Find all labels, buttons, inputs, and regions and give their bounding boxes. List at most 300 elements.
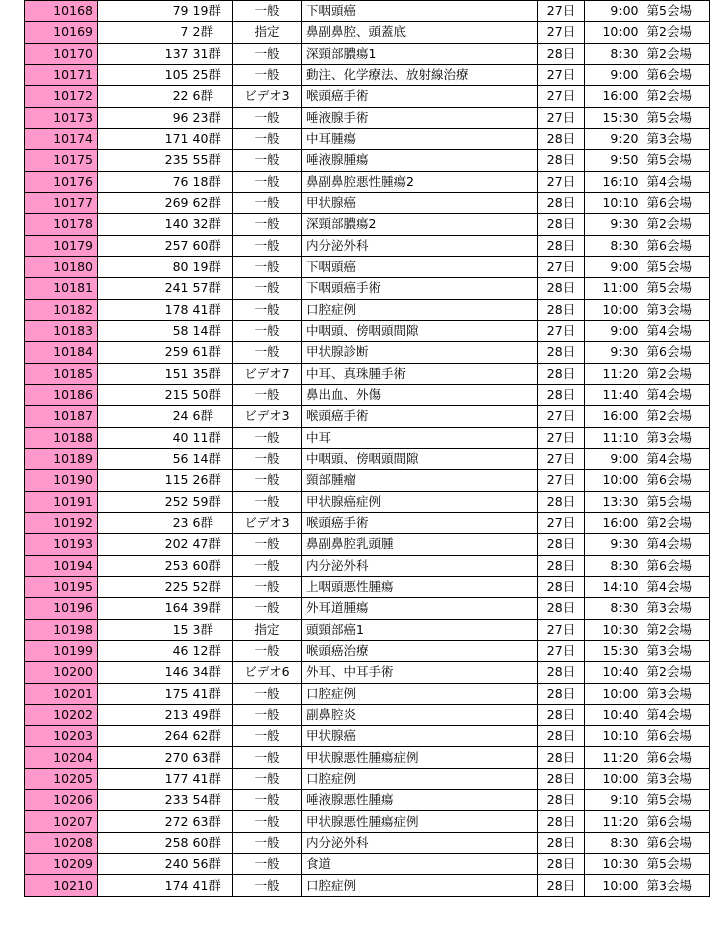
- entry-id-cell: 10199: [25, 640, 98, 661]
- table-row: [25, 576, 710, 597]
- session-type-cell: 一般: [233, 107, 302, 128]
- time-cell: 9:00: [585, 256, 643, 277]
- time-cell: 9:00: [585, 448, 643, 469]
- day-cell: 28日: [538, 747, 585, 768]
- entry-id-cell: 10176: [25, 171, 98, 192]
- session-type-cell: 一般: [233, 768, 302, 789]
- presentation-number-cell: 241: [98, 278, 191, 299]
- day-cell: 27日: [538, 256, 585, 277]
- room-cell: 第6会場: [643, 235, 710, 256]
- room-cell: 第3会場: [643, 875, 710, 896]
- group-cell: 41群: [191, 299, 233, 320]
- group-cell: 41群: [191, 768, 233, 789]
- group-cell: 35群: [191, 363, 233, 384]
- presentation-number-cell: 177: [98, 768, 191, 789]
- day-cell: 27日: [538, 427, 585, 448]
- presentation-number-cell: 264: [98, 726, 191, 747]
- session-type-cell: 一般: [233, 811, 302, 832]
- group-cell: 54群: [191, 790, 233, 811]
- session-title-cell: 中耳: [302, 427, 538, 448]
- session-type-cell: 一般: [233, 534, 302, 555]
- session-title-cell: 鼻出血、外傷: [302, 384, 538, 405]
- time-cell: 8:30: [585, 43, 643, 64]
- table-row: [25, 747, 710, 768]
- presentation-number-cell: 270: [98, 747, 191, 768]
- entry-id-cell: 10177: [25, 192, 98, 213]
- room-cell: 第2会場: [643, 363, 710, 384]
- room-cell: 第6会場: [643, 832, 710, 853]
- session-type-cell: 一般: [233, 576, 302, 597]
- group-cell: 49群: [191, 704, 233, 725]
- time-cell: 16:00: [585, 86, 643, 107]
- entry-id-cell: 10208: [25, 832, 98, 853]
- session-type-cell: 一般: [233, 64, 302, 85]
- room-cell: 第2会場: [643, 662, 710, 683]
- day-cell: 28日: [538, 811, 585, 832]
- presentation-number-cell: 269: [98, 192, 191, 213]
- session-type-cell: 一般: [233, 128, 302, 149]
- day-cell: 27日: [538, 619, 585, 640]
- group-cell: 11群: [191, 427, 233, 448]
- group-cell: 34群: [191, 662, 233, 683]
- time-cell: 9:30: [585, 534, 643, 555]
- session-title-cell: 喉頭癌治療: [302, 640, 538, 661]
- day-cell: 27日: [538, 86, 585, 107]
- day-cell: 28日: [538, 342, 585, 363]
- room-cell: 第5会場: [643, 790, 710, 811]
- session-title-cell: 下咽頭癌: [302, 256, 538, 277]
- day-cell: 27日: [538, 406, 585, 427]
- room-cell: 第6会場: [643, 192, 710, 213]
- time-cell: 9:30: [585, 214, 643, 235]
- table-row: [25, 235, 710, 256]
- presentation-number-cell: 202: [98, 534, 191, 555]
- entry-id-cell: 10202: [25, 704, 98, 725]
- entry-id-cell: 10209: [25, 854, 98, 875]
- group-cell: 52群: [191, 576, 233, 597]
- entry-id-cell: 10180: [25, 256, 98, 277]
- presentation-number-cell: 252: [98, 491, 191, 512]
- entry-id-cell: 10173: [25, 107, 98, 128]
- session-type-cell: 一般: [233, 1, 302, 22]
- entry-id-cell: 10171: [25, 64, 98, 85]
- group-cell: 6群: [191, 512, 233, 533]
- time-cell: 10:00: [585, 768, 643, 789]
- group-cell: 23群: [191, 107, 233, 128]
- table-row: [25, 555, 710, 576]
- session-type-cell: 一般: [233, 704, 302, 725]
- table-row: [25, 299, 710, 320]
- table-row: [25, 790, 710, 811]
- day-cell: 28日: [538, 555, 585, 576]
- time-cell: 14:10: [585, 576, 643, 597]
- session-title-cell: 甲状腺癌症例: [302, 491, 538, 512]
- group-cell: 14群: [191, 320, 233, 341]
- day-cell: 27日: [538, 22, 585, 43]
- day-cell: 28日: [538, 662, 585, 683]
- time-cell: 10:00: [585, 470, 643, 491]
- presentation-number-cell: 258: [98, 832, 191, 853]
- presentation-number-cell: 175: [98, 683, 191, 704]
- room-cell: 第3会場: [643, 299, 710, 320]
- session-type-cell: 一般: [233, 470, 302, 491]
- session-title-cell: 唾液腺腫瘍: [302, 150, 538, 171]
- table-row: [25, 811, 710, 832]
- group-cell: 56群: [191, 854, 233, 875]
- table-row: [25, 640, 710, 661]
- room-cell: 第4会場: [643, 576, 710, 597]
- time-cell: 9:50: [585, 150, 643, 171]
- day-cell: 28日: [538, 150, 585, 171]
- session-title-cell: 喉頭癌手術: [302, 406, 538, 427]
- session-title-cell: 鼻副鼻腔、頭蓋底: [302, 22, 538, 43]
- entry-id-cell: 10193: [25, 534, 98, 555]
- day-cell: 28日: [538, 128, 585, 149]
- day-cell: 28日: [538, 235, 585, 256]
- table-row: [25, 192, 710, 213]
- time-cell: 10:10: [585, 192, 643, 213]
- table-row: [25, 768, 710, 789]
- session-type-cell: 一般: [233, 171, 302, 192]
- session-title-cell: 下咽頭癌: [302, 1, 538, 22]
- session-title-cell: 副鼻腔炎: [302, 704, 538, 725]
- entry-id-cell: 10207: [25, 811, 98, 832]
- group-cell: 55群: [191, 150, 233, 171]
- table-row: [25, 150, 710, 171]
- session-type-cell: 一般: [233, 384, 302, 405]
- session-title-cell: 中耳腫瘍: [302, 128, 538, 149]
- session-title-cell: 動注、化学療法、放射線治療: [302, 64, 538, 85]
- presentation-number-cell: 76: [98, 171, 191, 192]
- presentation-number-cell: 272: [98, 811, 191, 832]
- group-cell: 6群: [191, 86, 233, 107]
- table-row: [25, 128, 710, 149]
- room-cell: 第5会場: [643, 150, 710, 171]
- entry-id-cell: 10181: [25, 278, 98, 299]
- group-cell: 26群: [191, 470, 233, 491]
- session-type-cell: 指定: [233, 619, 302, 640]
- table-row: [25, 726, 710, 747]
- presentation-number-cell: 79: [98, 1, 191, 22]
- presentation-number-cell: 253: [98, 555, 191, 576]
- session-title-cell: 深頸部膿瘍1: [302, 43, 538, 64]
- time-cell: 9:10: [585, 790, 643, 811]
- room-cell: 第2会場: [643, 512, 710, 533]
- group-cell: 41群: [191, 683, 233, 704]
- time-cell: 16:10: [585, 171, 643, 192]
- entry-id-cell: 10200: [25, 662, 98, 683]
- day-cell: 28日: [538, 832, 585, 853]
- time-cell: 10:00: [585, 22, 643, 43]
- presentation-number-cell: 171: [98, 128, 191, 149]
- day-cell: 27日: [538, 470, 585, 491]
- time-cell: 16:00: [585, 512, 643, 533]
- presentation-number-cell: 151: [98, 363, 191, 384]
- presentation-number-cell: 96: [98, 107, 191, 128]
- time-cell: 10:10: [585, 726, 643, 747]
- group-cell: 3群: [191, 619, 233, 640]
- table-row: [25, 875, 710, 896]
- entry-id-cell: 10169: [25, 22, 98, 43]
- table-row: [25, 64, 710, 85]
- session-type-cell: 一般: [233, 640, 302, 661]
- presentation-number-cell: 225: [98, 576, 191, 597]
- time-cell: 11:40: [585, 384, 643, 405]
- room-cell: 第5会場: [643, 1, 710, 22]
- presentation-number-cell: 22: [98, 86, 191, 107]
- schedule-rows: [25, 1, 710, 897]
- time-cell: 10:40: [585, 662, 643, 683]
- room-cell: 第6会場: [643, 726, 710, 747]
- session-title-cell: 喉頭癌手術: [302, 86, 538, 107]
- group-cell: 41群: [191, 875, 233, 896]
- session-type-cell: 一般: [233, 235, 302, 256]
- table-row: [25, 619, 710, 640]
- day-cell: 28日: [538, 875, 585, 896]
- day-cell: 28日: [538, 683, 585, 704]
- table-row: [25, 470, 710, 491]
- group-cell: 59群: [191, 491, 233, 512]
- time-cell: 15:30: [585, 107, 643, 128]
- time-cell: 11:00: [585, 278, 643, 299]
- time-cell: 11:20: [585, 811, 643, 832]
- entry-id-cell: 10185: [25, 363, 98, 384]
- time-cell: 11:20: [585, 747, 643, 768]
- time-cell: 8:30: [585, 832, 643, 853]
- time-cell: 10:30: [585, 619, 643, 640]
- presentation-number-cell: 213: [98, 704, 191, 725]
- entry-id-cell: 10190: [25, 470, 98, 491]
- day-cell: 27日: [538, 448, 585, 469]
- room-cell: 第3会場: [643, 640, 710, 661]
- session-type-cell: 一般: [233, 683, 302, 704]
- time-cell: 10:00: [585, 299, 643, 320]
- session-title-cell: 口腔症例: [302, 299, 538, 320]
- day-cell: 28日: [538, 214, 585, 235]
- presentation-number-cell: 7: [98, 22, 191, 43]
- entry-id-cell: 10206: [25, 790, 98, 811]
- time-cell: 16:00: [585, 406, 643, 427]
- day-cell: 28日: [538, 726, 585, 747]
- session-title-cell: 甲状腺悪性腫瘍症例: [302, 811, 538, 832]
- time-cell: 11:10: [585, 427, 643, 448]
- time-cell: 9:20: [585, 128, 643, 149]
- session-type-cell: 一般: [233, 278, 302, 299]
- presentation-number-cell: 164: [98, 598, 191, 619]
- table-row: [25, 342, 710, 363]
- session-type-cell: 一般: [233, 854, 302, 875]
- group-cell: 12群: [191, 640, 233, 661]
- room-cell: 第2会場: [643, 214, 710, 235]
- session-type-cell: 一般: [233, 598, 302, 619]
- presentation-number-cell: 115: [98, 470, 191, 491]
- group-cell: 60群: [191, 235, 233, 256]
- room-cell: 第4会場: [643, 704, 710, 725]
- presentation-number-cell: 215: [98, 384, 191, 405]
- session-type-cell: 一般: [233, 427, 302, 448]
- table-row: [25, 22, 710, 43]
- day-cell: 28日: [538, 790, 585, 811]
- table-row: [25, 384, 710, 405]
- presentation-number-cell: 46: [98, 640, 191, 661]
- room-cell: 第2会場: [643, 43, 710, 64]
- room-cell: 第4会場: [643, 384, 710, 405]
- day-cell: 28日: [538, 384, 585, 405]
- group-cell: 63群: [191, 811, 233, 832]
- group-cell: 32群: [191, 214, 233, 235]
- entry-id-cell: 10191: [25, 491, 98, 512]
- session-type-cell: ビデオ3: [233, 406, 302, 427]
- table-row: [25, 832, 710, 853]
- table-row: [25, 171, 710, 192]
- session-title-cell: 口腔症例: [302, 768, 538, 789]
- day-cell: 28日: [538, 491, 585, 512]
- group-cell: 62群: [191, 726, 233, 747]
- room-cell: 第6会場: [643, 64, 710, 85]
- day-cell: 28日: [538, 192, 585, 213]
- day-cell: 28日: [538, 534, 585, 555]
- day-cell: 28日: [538, 576, 585, 597]
- entry-id-cell: 10195: [25, 576, 98, 597]
- session-type-cell: 指定: [233, 22, 302, 43]
- session-type-cell: 一般: [233, 875, 302, 896]
- entry-id-cell: 10178: [25, 214, 98, 235]
- presentation-number-cell: 58: [98, 320, 191, 341]
- room-cell: 第2会場: [643, 619, 710, 640]
- room-cell: 第2会場: [643, 22, 710, 43]
- day-cell: 28日: [538, 598, 585, 619]
- session-title-cell: 甲状腺悪性腫瘍症例: [302, 747, 538, 768]
- entry-id-cell: 10168: [25, 1, 98, 22]
- table-row: [25, 406, 710, 427]
- entry-id-cell: 10186: [25, 384, 98, 405]
- presentation-number-cell: 240: [98, 854, 191, 875]
- group-cell: 18群: [191, 171, 233, 192]
- room-cell: 第6会場: [643, 555, 710, 576]
- table-row: [25, 662, 710, 683]
- room-cell: 第5会場: [643, 491, 710, 512]
- presentation-number-cell: 259: [98, 342, 191, 363]
- group-cell: 60群: [191, 555, 233, 576]
- group-cell: 61群: [191, 342, 233, 363]
- table-row: [25, 278, 710, 299]
- presentation-number-cell: 235: [98, 150, 191, 171]
- session-title-cell: 唾液腺手術: [302, 107, 538, 128]
- table-row: [25, 598, 710, 619]
- table-row: [25, 363, 710, 384]
- session-title-cell: 頸部腫瘤: [302, 470, 538, 491]
- presentation-number-cell: 15: [98, 619, 191, 640]
- room-cell: 第3会場: [643, 683, 710, 704]
- session-title-cell: 中咽頭、傍咽頭間隙: [302, 448, 538, 469]
- group-cell: 2群: [191, 22, 233, 43]
- entry-id-cell: 10204: [25, 747, 98, 768]
- entry-id-cell: 10192: [25, 512, 98, 533]
- table-row: [25, 854, 710, 875]
- entry-id-cell: 10194: [25, 555, 98, 576]
- room-cell: 第2会場: [643, 406, 710, 427]
- time-cell: 9:30: [585, 342, 643, 363]
- room-cell: 第5会場: [643, 854, 710, 875]
- presentation-number-cell: 233: [98, 790, 191, 811]
- group-cell: 25群: [191, 64, 233, 85]
- session-title-cell: 食道: [302, 854, 538, 875]
- group-cell: 14群: [191, 448, 233, 469]
- time-cell: 10:00: [585, 683, 643, 704]
- session-title-cell: 口腔症例: [302, 683, 538, 704]
- time-cell: 15:30: [585, 640, 643, 661]
- session-title-cell: 甲状腺癌: [302, 192, 538, 213]
- entry-id-cell: 10184: [25, 342, 98, 363]
- entry-id-cell: 10187: [25, 406, 98, 427]
- table-row: [25, 534, 710, 555]
- table-row: [25, 86, 710, 107]
- group-cell: 62群: [191, 192, 233, 213]
- session-title-cell: 内分泌外科: [302, 235, 538, 256]
- presentation-number-cell: 174: [98, 875, 191, 896]
- day-cell: 27日: [538, 171, 585, 192]
- room-cell: 第3会場: [643, 768, 710, 789]
- session-title-cell: 中咽頭、傍咽頭間隙: [302, 320, 538, 341]
- entry-id-cell: 10188: [25, 427, 98, 448]
- table-row: [25, 448, 710, 469]
- table-row: [25, 107, 710, 128]
- group-cell: 31群: [191, 43, 233, 64]
- session-type-cell: 一般: [233, 491, 302, 512]
- session-title-cell: 中耳、真珠腫手術: [302, 363, 538, 384]
- room-cell: 第5会場: [643, 107, 710, 128]
- table-row: [25, 704, 710, 725]
- entry-id-cell: 10205: [25, 768, 98, 789]
- room-cell: 第6会場: [643, 470, 710, 491]
- time-cell: 11:20: [585, 363, 643, 384]
- entry-id-cell: 10198: [25, 619, 98, 640]
- session-type-cell: 一般: [233, 43, 302, 64]
- day-cell: 27日: [538, 107, 585, 128]
- day-cell: 27日: [538, 64, 585, 85]
- time-cell: 10:40: [585, 704, 643, 725]
- entry-id-cell: 10182: [25, 299, 98, 320]
- entry-id-cell: 10175: [25, 150, 98, 171]
- session-type-cell: 一般: [233, 790, 302, 811]
- day-cell: 28日: [538, 854, 585, 875]
- entry-id-cell: 10203: [25, 726, 98, 747]
- day-cell: 27日: [538, 1, 585, 22]
- session-type-cell: 一般: [233, 214, 302, 235]
- session-title-cell: 甲状腺癌: [302, 726, 538, 747]
- entry-id-cell: 10189: [25, 448, 98, 469]
- room-cell: 第3会場: [643, 427, 710, 448]
- session-type-cell: ビデオ3: [233, 86, 302, 107]
- day-cell: 28日: [538, 363, 585, 384]
- session-title-cell: 深頸部膿瘍2: [302, 214, 538, 235]
- room-cell: 第4会場: [643, 534, 710, 555]
- group-cell: 6群: [191, 406, 233, 427]
- session-type-cell: 一般: [233, 448, 302, 469]
- room-cell: 第3会場: [643, 128, 710, 149]
- session-type-cell: ビデオ7: [233, 363, 302, 384]
- room-cell: 第5会場: [643, 256, 710, 277]
- table-row: [25, 427, 710, 448]
- entry-id-cell: 10210: [25, 875, 98, 896]
- time-cell: 10:30: [585, 854, 643, 875]
- presentation-number-cell: 146: [98, 662, 191, 683]
- time-cell: 13:30: [585, 491, 643, 512]
- group-cell: 63群: [191, 747, 233, 768]
- entry-id-cell: 10196: [25, 598, 98, 619]
- session-title-cell: 上咽頭悪性腫瘍: [302, 576, 538, 597]
- group-cell: 50群: [191, 384, 233, 405]
